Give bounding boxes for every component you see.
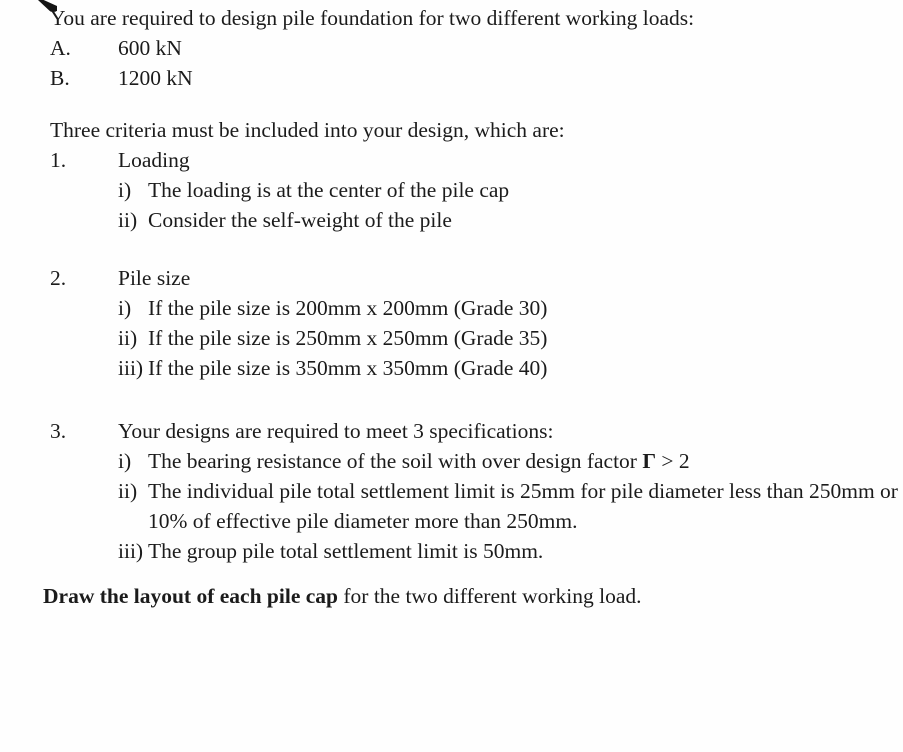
item-marker: i): [118, 449, 132, 473]
item-marker: ii): [118, 208, 138, 232]
criterion-2-marker: 2.: [50, 266, 67, 290]
item-marker: i): [118, 178, 132, 202]
instruction-rest: for the two different working load.: [338, 584, 642, 608]
item-marker: ii): [118, 479, 138, 503]
criterion-1-title: Loading: [118, 148, 190, 172]
criterion-2-item-ii: [118, 323, 903, 353]
item-text: The loading is at the center of the pile cap: [148, 178, 510, 202]
item-marker: iii): [118, 356, 144, 380]
item-marker: i): [118, 296, 132, 320]
item-text-before: The bearing resistance of the soil with over design factor: [148, 449, 643, 473]
load-row-b: [50, 63, 903, 93]
criteria-intro: Three criteria must be included into your design, which are:: [50, 118, 565, 142]
item-text: If the pile size is 250mm x 250mm (Grade 35): [148, 326, 548, 350]
item-text: [148, 446, 690, 476]
item-text: If the pile size is 200mm x 200mm (Grade 30): [148, 296, 548, 320]
criterion-2-item-i: [118, 293, 903, 323]
criterion-1-item-i: [118, 175, 903, 205]
criterion-3-title: Your designs are required to meet 3 specifications:: [118, 419, 554, 443]
criterion-1-header: [50, 145, 903, 175]
gamma-symbol: Γ: [642, 449, 657, 473]
item-text: If the pile size is 350mm x 350mm (Grade 40): [148, 356, 548, 380]
criterion-1-marker: 1.: [50, 148, 67, 172]
criterion-1-item-ii: [118, 205, 903, 235]
load-a-value: 600 kN: [118, 36, 182, 60]
criterion-2-title: Pile size: [118, 266, 191, 290]
load-b-marker: B.: [50, 66, 70, 90]
item-text: Consider the self-weight of the pile: [148, 208, 452, 232]
criterion-2-header: [50, 263, 903, 293]
load-a-marker: A.: [50, 36, 71, 60]
item-text-after: > 2: [656, 449, 690, 473]
criterion-3-item-iii: [118, 536, 903, 566]
instruction-line: [43, 581, 903, 611]
load-b-value: 1200 kN: [118, 66, 193, 90]
item-text: The individual pile total settlement limit is 25mm for pile diameter less than 250mm or 10% of effective pile diameter more than 250mm.: [148, 479, 898, 533]
item-marker: ii): [118, 326, 138, 350]
criterion-2-item-iii: [118, 353, 903, 383]
item-text: The group pile total settlement limit is 50mm.: [148, 539, 544, 563]
instruction-bold: Draw the layout of each pile cap: [43, 584, 338, 608]
criterion-3-item-ii: [118, 476, 903, 536]
intro-paragraph: You are required to design pile foundation for two different working loads:: [50, 6, 695, 30]
criterion-3-marker: 3.: [50, 419, 67, 443]
criterion-3-item-i: [118, 446, 903, 476]
load-row-a: [50, 33, 903, 63]
criterion-3-header: [50, 416, 903, 446]
item-marker: iii): [118, 539, 144, 563]
